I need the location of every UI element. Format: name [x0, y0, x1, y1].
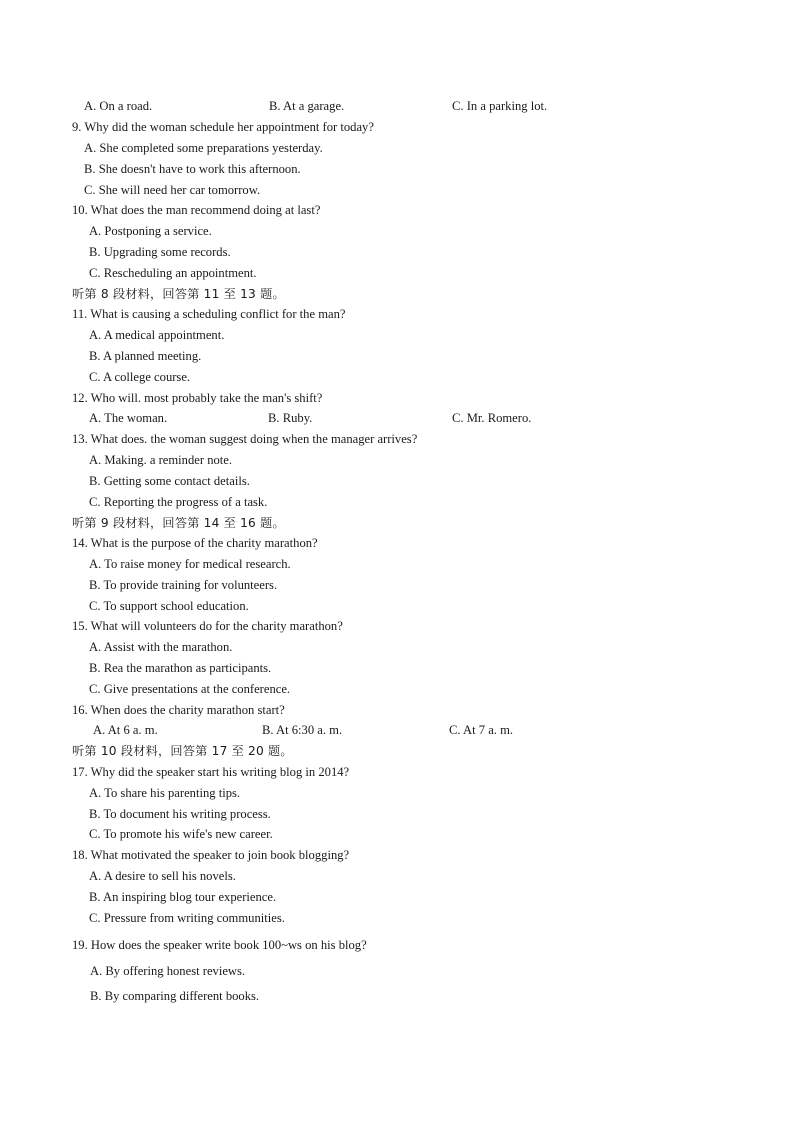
q19-option-a: A. By offering honest reviews. — [90, 964, 246, 978]
q16-stem: 16. When does the charity marathon start? — [72, 703, 285, 717]
q12-option-b: B. Ruby. — [268, 411, 313, 425]
q11-option-a: A. A medical appointment. — [89, 328, 225, 342]
q8-option-c: C. In a parking lot. — [452, 99, 548, 113]
q15-stem: 15. What will volunteers do for the charity marathon? — [72, 619, 343, 633]
q10-option-b: B. Upgrading some records. — [89, 245, 231, 259]
q13-option-a: A. Making. a reminder note. — [89, 453, 233, 467]
q16-option-c: C. At 7 a. m. — [449, 723, 514, 737]
q10-stem: 10. What does the man recommend doing at last? — [72, 203, 321, 217]
q10-option-c: C. Rescheduling an appointment. — [89, 266, 257, 280]
q16-option-a: A. At 6 a. m. — [93, 723, 158, 737]
q11-stem: 11. What is causing a scheduling conflict for the man? — [72, 307, 346, 321]
q8-option-a: A. On a road. — [84, 99, 153, 113]
q16-option-b: B. At 6:30 a. m. — [262, 723, 343, 737]
q14-option-a: A. To raise money for medical research. — [89, 557, 291, 571]
q18-option-b: B. An inspiring blog tour experience. — [89, 890, 277, 904]
q18-stem: 18. What motivated the speaker to join book blogging? — [72, 848, 350, 862]
q11-option-c: C. A college course. — [89, 370, 191, 384]
q12-stem: 12. Who will. most probably take the man's shift? — [72, 391, 323, 405]
q17-option-c: C. To promote his wife's new career. — [89, 827, 273, 841]
q15-option-b: B. Rea the marathon as participants. — [89, 661, 272, 675]
q14-option-c: C. To support school education. — [89, 599, 249, 613]
q17-option-b: B. To document his writing process. — [89, 807, 271, 821]
q11-option-b: B. A planned meeting. — [89, 349, 202, 363]
q15-option-c: C. Give presentations at the conference. — [89, 682, 291, 696]
section-9-heading: 听第 9 段材料，回答第 14 至 16 题。 — [72, 516, 285, 530]
q17-stem: 17. Why did the speaker start his writing blog in 2014? — [72, 765, 350, 779]
section-8-heading: 听第 8 段材料，回答第 11 至 13 题。 — [72, 287, 285, 301]
q14-option-b: B. To provide training for volunteers. — [89, 578, 278, 592]
q14-stem: 14. What is the purpose of the charity marathon? — [72, 536, 318, 550]
q9-option-a: A. She completed some preparations yesterday. — [84, 141, 323, 155]
q19-stem: 19. How does the speaker write book 100~ws on his blog? — [72, 938, 367, 952]
q13-option-b: B. Getting some contact details. — [89, 474, 250, 488]
q9-option-b: B. She doesn't have to work this afternoon. — [84, 162, 301, 176]
q15-option-a: A. Assist with the marathon. — [89, 640, 233, 654]
q18-option-a: A. A desire to sell his novels. — [89, 869, 236, 883]
q12-option-c: C. Mr. Romero. — [452, 411, 532, 425]
q8-option-b: B. At a garage. — [269, 99, 345, 113]
q9-stem: 9. Why did the woman schedule her appointment for today? — [72, 120, 374, 134]
q13-option-c: C. Reporting the progress of a task. — [89, 495, 268, 509]
q18-option-c: C. Pressure from writing communities. — [89, 911, 285, 925]
q10-option-a: A. Postponing a service. — [89, 224, 212, 238]
q12-option-a: A. The woman. — [89, 411, 168, 425]
q17-option-a: A. To share his parenting tips. — [89, 786, 241, 800]
q9-option-c: C. She will need her car tomorrow. — [84, 183, 261, 197]
q13-stem: 13. What does. the woman suggest doing when the manager arrives? — [72, 432, 418, 446]
q19-option-b: B. By comparing different books. — [90, 989, 260, 1003]
section-10-heading: 听第 10 段材料，回答第 17 至 20 题。 — [72, 744, 293, 758]
